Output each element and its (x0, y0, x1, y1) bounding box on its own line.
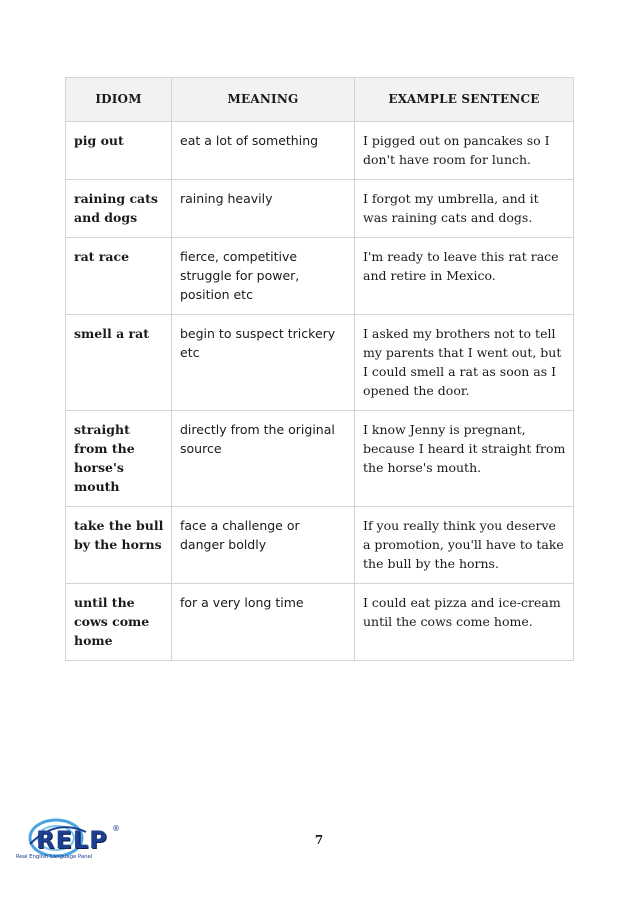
column-header-meaning: MEANING (172, 78, 355, 122)
column-header-example-sentence: EXAMPLE SENTENCE (355, 78, 574, 122)
table-body (66, 122, 574, 661)
example-cell: If you really think you deserve a promotion, you'll have to take the bull by the horns. (355, 507, 574, 584)
example-cell: I'm ready to leave this rat race and retire in Mexico. (355, 238, 574, 315)
relp-logo (16, 814, 146, 866)
idiom-cell: straight from the horse's mouth (66, 411, 172, 507)
meaning-cell: raining heavily (172, 180, 355, 238)
logo-tagline: Real English Language Panel (16, 854, 93, 860)
header-row (66, 78, 574, 122)
example-cell: I could eat pizza and ice-cream until the cows come home. (355, 584, 574, 661)
idiom-cell: pig out (66, 122, 172, 180)
meaning-cell: eat a lot of something (172, 122, 355, 180)
example-cell: I know Jenny is pregnant, because I heard it straight from the horse's mouth. (355, 411, 574, 507)
table-row (66, 411, 574, 507)
meaning-cell: for a very long time (172, 584, 355, 661)
registered-mark: ® (112, 824, 120, 833)
table-row (66, 180, 574, 238)
table-row (66, 507, 574, 584)
idiom-cell: raining cats and dogs (66, 180, 172, 238)
example-cell: I pigged out on pancakes so I don't have room for lunch. (355, 122, 574, 180)
logo-wordmark: RELP (36, 826, 108, 854)
table-row (66, 238, 574, 315)
idiom-cell: take the bull by the horns (66, 507, 172, 584)
meaning-cell: begin to suspect trickery etc (172, 315, 355, 411)
meaning-cell: directly from the original source (172, 411, 355, 507)
table-header (66, 78, 574, 122)
idiom-cell: rat race (66, 238, 172, 315)
table-row (66, 122, 574, 180)
table-row (66, 584, 574, 661)
example-cell: I asked my brothers not to tell my parents that I went out, but I could smell a rat as soon as I opened the door. (355, 315, 574, 411)
idiom-cell: until the cows come home (66, 584, 172, 661)
column-header-idiom: IDIOM (66, 78, 172, 122)
page-number: 7 (314, 833, 324, 847)
meaning-cell: face a challenge or danger boldly (172, 507, 355, 584)
idioms-table (65, 77, 574, 661)
meaning-cell: fierce, competitive struggle for power, position etc (172, 238, 355, 315)
table-row (66, 315, 574, 411)
example-cell: I forgot my umbrella, and it was raining cats and dogs. (355, 180, 574, 238)
idiom-cell: smell a rat (66, 315, 172, 411)
